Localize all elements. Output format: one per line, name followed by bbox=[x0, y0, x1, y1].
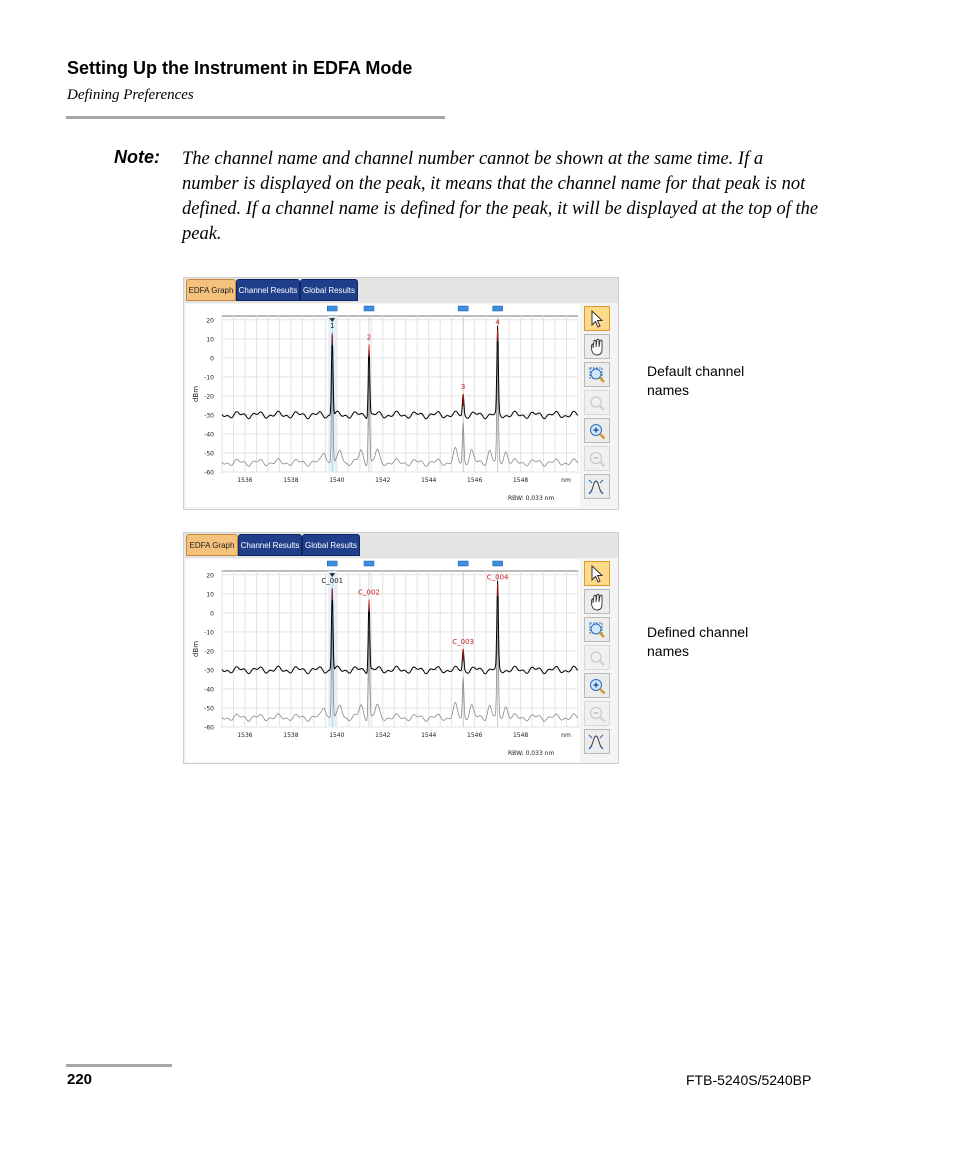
zoom-out-button[interactable] bbox=[584, 446, 610, 471]
spectrum-graph[interactable] bbox=[186, 304, 580, 507]
select-button[interactable] bbox=[584, 306, 610, 331]
select-button[interactable] bbox=[584, 561, 610, 586]
y-tick-label: -50 bbox=[204, 705, 214, 713]
auto-scale-button[interactable] bbox=[584, 474, 610, 499]
pan-button[interactable] bbox=[584, 334, 610, 359]
zoom-area-button[interactable] bbox=[584, 362, 610, 387]
pan-icon bbox=[586, 336, 608, 358]
y-tick-label: 20 bbox=[206, 572, 214, 580]
spectrum-chart bbox=[186, 304, 580, 507]
y-tick-label: -20 bbox=[204, 648, 214, 656]
y-tick-label: -30 bbox=[204, 667, 214, 675]
y-tick-label: -60 bbox=[204, 724, 214, 732]
x-tick-label: 1544 bbox=[421, 477, 437, 484]
note-text: The channel name and channel number cannot be shown at the same time. If a number is displayed on the peak, it means that the channel name for that peak is not defined. If a channel name is defined for the peak, it will be displayed at the top of the peak. bbox=[182, 149, 819, 244]
zoom-in-button[interactable] bbox=[584, 673, 610, 698]
y-tick-label: -40 bbox=[204, 686, 214, 694]
x-tick-label: 1536 bbox=[237, 732, 253, 739]
peak-label: 2 bbox=[366, 333, 372, 342]
zoom-reset-button[interactable] bbox=[584, 645, 610, 670]
plot-area bbox=[222, 571, 578, 727]
plot-area bbox=[222, 316, 578, 472]
zoom-out-icon bbox=[586, 703, 608, 725]
x-tick-label: 1538 bbox=[283, 732, 299, 739]
y-tick-label: -30 bbox=[204, 412, 214, 420]
y-tick-label: 0 bbox=[210, 355, 214, 363]
section-title: Setting Up the Instrument in EDFA Mode bbox=[67, 58, 413, 78]
select-icon bbox=[586, 563, 608, 585]
header-rule bbox=[66, 116, 445, 119]
x-tick-label: 1540 bbox=[329, 732, 345, 739]
page-number: 220 bbox=[67, 1071, 93, 1088]
caption-defined: Defined channel names bbox=[647, 624, 749, 659]
tab-bar bbox=[184, 533, 618, 558]
channel-marker bbox=[493, 306, 503, 311]
edfa-screen-default bbox=[183, 277, 619, 510]
note-label: Note: bbox=[114, 147, 160, 167]
x-tick-label: 1546 bbox=[467, 732, 483, 739]
x-tick-label: 1548 bbox=[512, 732, 529, 739]
x-tick-label: 1536 bbox=[237, 477, 253, 484]
auto-scale-icon bbox=[586, 731, 608, 753]
tab-bar bbox=[184, 278, 618, 303]
y-tick-label: -50 bbox=[204, 450, 214, 458]
x-tick-label: 1542 bbox=[375, 477, 391, 484]
auto-scale-button[interactable] bbox=[584, 729, 610, 754]
tab-channel-results[interactable]: Channel Results bbox=[236, 279, 300, 301]
zoom-area-icon bbox=[586, 364, 608, 386]
y-axis-label: dBm bbox=[192, 385, 200, 403]
channel-marker bbox=[458, 306, 468, 311]
zoom-reset-icon bbox=[586, 392, 608, 414]
zoom-reset-button[interactable] bbox=[584, 390, 610, 415]
peak-label: C_004 bbox=[486, 573, 509, 582]
zoom-in-icon bbox=[586, 420, 608, 442]
peak-label: C_003 bbox=[452, 638, 475, 646]
channel-marker bbox=[327, 561, 337, 566]
peak-label: C_002 bbox=[358, 588, 380, 597]
tab-channel-results[interactable]: Channel Results bbox=[238, 534, 302, 556]
x-tick-label: 1542 bbox=[375, 732, 391, 739]
section-subtitle: Defining Preferences bbox=[67, 87, 194, 103]
tab-edfa-graph[interactable]: EDFA Graph bbox=[186, 279, 236, 301]
channel-marker bbox=[364, 306, 374, 311]
y-tick-label: -10 bbox=[204, 374, 214, 382]
channel-marker bbox=[327, 306, 337, 311]
x-unit-label: nm bbox=[561, 477, 571, 484]
y-tick-label: -60 bbox=[204, 469, 214, 477]
y-tick-label: -40 bbox=[204, 431, 214, 439]
footer-model: FTB-5240S/5240BP bbox=[686, 1072, 812, 1088]
peak-label: C_001 bbox=[321, 577, 344, 586]
caption-default: Default channel names bbox=[647, 363, 745, 398]
edfa-screen-defined bbox=[183, 532, 619, 764]
tab-edfa-graph[interactable]: EDFA Graph bbox=[186, 534, 238, 556]
spectrum-chart bbox=[186, 559, 580, 762]
zoom-in-button[interactable] bbox=[584, 418, 610, 443]
channel-marker bbox=[493, 561, 503, 566]
peak-label: 3 bbox=[460, 383, 466, 391]
auto-scale-icon bbox=[586, 476, 608, 498]
rbw-label: RBW: 0.033 nm bbox=[508, 495, 555, 502]
y-tick-label: -10 bbox=[204, 629, 214, 637]
zoom-area-icon bbox=[586, 619, 608, 641]
tab-global-results[interactable]: Global Results bbox=[302, 534, 360, 556]
zoom-in-icon bbox=[586, 675, 608, 697]
x-tick-label: 1538 bbox=[283, 477, 299, 484]
y-axis-label: dBm bbox=[192, 640, 200, 658]
channel-marker bbox=[458, 561, 468, 566]
pan-icon bbox=[586, 591, 608, 613]
rbw-label: RBW: 0.033 nm bbox=[508, 750, 555, 757]
zoom-area-button[interactable] bbox=[584, 617, 610, 642]
x-tick-label: 1548 bbox=[512, 477, 529, 484]
select-icon bbox=[586, 308, 608, 330]
y-tick-label: -20 bbox=[204, 393, 214, 401]
x-tick-label: 1540 bbox=[329, 477, 345, 484]
zoom-out-button[interactable] bbox=[584, 701, 610, 726]
y-tick-label: 0 bbox=[210, 610, 214, 618]
zoom-out-icon bbox=[586, 448, 608, 470]
y-tick-label: 10 bbox=[206, 591, 214, 599]
footer-rule bbox=[66, 1064, 172, 1067]
zoom-reset-icon bbox=[586, 647, 608, 669]
y-tick-label: 10 bbox=[206, 336, 214, 344]
x-unit-label: nm bbox=[561, 732, 571, 739]
x-tick-label: 1546 bbox=[467, 477, 483, 484]
x-tick-label: 1544 bbox=[421, 732, 437, 739]
tab-global-results[interactable]: Global Results bbox=[300, 279, 358, 301]
channel-marker bbox=[364, 561, 374, 566]
y-tick-label: 20 bbox=[206, 317, 214, 325]
pan-button[interactable] bbox=[584, 589, 610, 614]
spectrum-graph[interactable] bbox=[186, 559, 580, 762]
peak-label: 1 bbox=[330, 322, 335, 331]
peak-label: 4 bbox=[495, 318, 500, 327]
